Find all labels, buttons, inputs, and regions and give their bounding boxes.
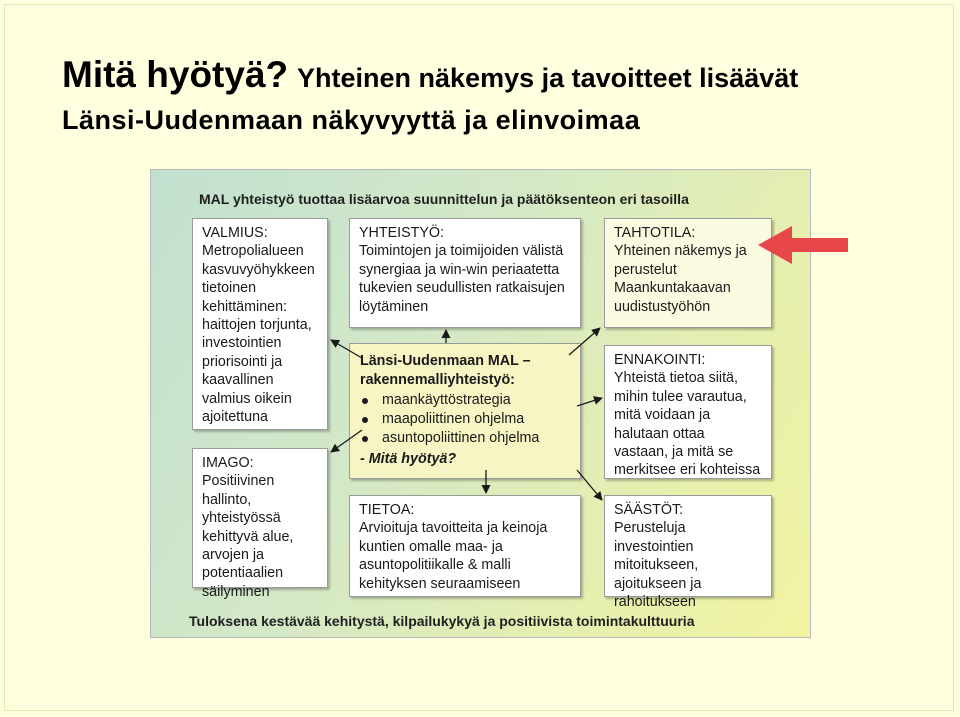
- arrow-to-valmius: [331, 340, 362, 358]
- box-valmius-heading: VALMIUS:: [202, 225, 268, 241]
- title-line2: Länsi-Uudenmaan näkyvyyttä ja elinvoimaa: [62, 105, 641, 136]
- box-tahtotila-heading: TAHTOTILA:: [614, 225, 696, 241]
- center-list-item: asuntopoliittinen ohjelma: [360, 429, 570, 448]
- title-subtitle: Yhteinen näkemys ja tavoitteet lisäävät: [297, 63, 799, 93]
- box-imago-text: Positiivinen hallinto, yhteistyössä kehittyvä alue, arvojen ja potentiaalien säilyminen: [202, 473, 294, 600]
- arrow-to-tahtotila: [569, 328, 600, 355]
- box-tietoa-text: Arvioituja tavoitteita ja keinoja kuntien omalle maa- ja asuntopolitiikalle & malli kehityksen seuraamiseen: [359, 520, 548, 592]
- red-arrow-left-icon: [758, 224, 852, 266]
- mal-diagram: [150, 169, 811, 638]
- box-valmius-text: Metropolialueen kasvuvyöhykkeen tietoinen kehittäminen: haittojen torjunta, investointien priorisointi ja kaavallinen valmius oikein ajoitettuna: [202, 243, 315, 426]
- box-yhteistyo-text: Toimintojen ja toimijoiden välistä synergiaa ja win-win periaatetta tukevien seudullisten ratkaisujen löytäminen: [359, 243, 565, 315]
- diagram-title: MAL yhteistyö tuottaa lisäarvoa suunnittelun ja päätöksenteon eri tasoilla: [199, 191, 689, 207]
- arrow-to-saastot: [577, 470, 602, 500]
- arrow-to-imago: [331, 430, 362, 452]
- center-question: - Mitä hyötyä?: [360, 451, 457, 467]
- box-saastot-text: Perusteluja investointien mitoitukseen, ajoitukseen ja rahoitukseen: [614, 520, 702, 611]
- box-ennakointi-heading: ENNAKOINTI:: [614, 352, 706, 368]
- center-title: Länsi-Uudenmaan MAL – rakennemalliyhteistyö:: [360, 353, 531, 388]
- title-main: Mitä hyötyä?: [62, 54, 289, 95]
- box-yhteistyo-heading: YHTEISTYÖ:: [359, 225, 444, 241]
- arrow-to-ennakointi: [577, 398, 602, 406]
- box-saastot-heading: SÄÄSTÖT:: [614, 502, 684, 518]
- center-list-item: maankäyttöstrategia: [360, 391, 570, 410]
- diagram-footer: Tuloksena kestävää kehitystä, kilpailukykyä ja positiivista toimintakulttuuria: [189, 613, 695, 629]
- box-ennakointi-text: Yhteistä tietoa siitä, mihin tulee varautua, mitä voidaan ja halutaan ottaa vastaan, ja mitä se merkitsee eri kohteissa: [614, 370, 761, 479]
- box-imago-heading: IMAGO:: [202, 455, 254, 471]
- slide-title: [62, 52, 942, 138]
- connector-arrows: [151, 170, 812, 639]
- box-tietoa-heading: TIETOA:: [359, 502, 415, 518]
- box-tahtotila-text: Yhteinen näkemys ja perustelut Maankuntakaavan uudistustyöhön: [614, 243, 747, 315]
- center-list-item: maapoliittinen ohjelma: [360, 410, 570, 429]
